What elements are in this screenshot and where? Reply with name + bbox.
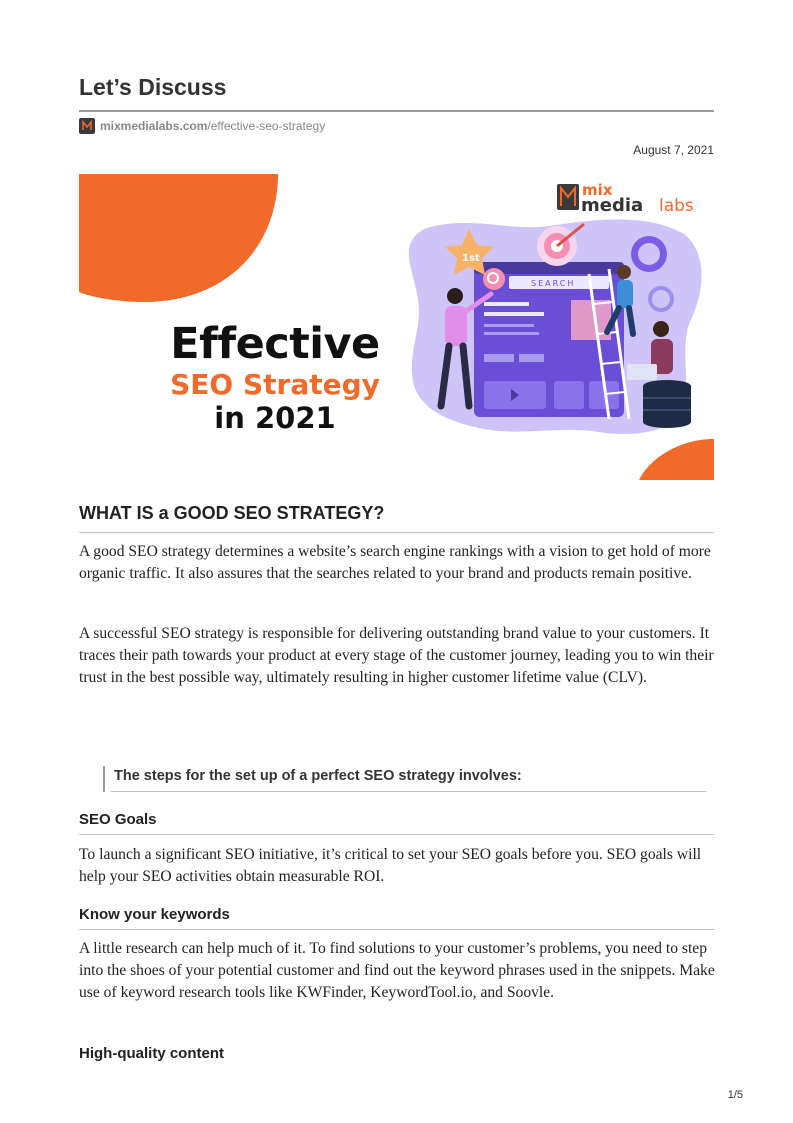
- section-heading: WHAT IS a GOOD SEO STRATEGY?: [79, 503, 385, 523]
- hero-headline: [165, 320, 385, 435]
- logo-labs: labs: [659, 196, 694, 216]
- goals-paragraph: To launch a significant SEO initiative, it’s critical to set your SEO goals before you. SEO goals will help your SEO activities obtain measurable ROI.: [79, 846, 702, 885]
- rank-badge: 1st: [462, 253, 480, 264]
- page-number: 1/5: [727, 1089, 743, 1101]
- callout-divider: [111, 791, 706, 792]
- hero-banner: [79, 174, 714, 480]
- goals-divider: [79, 834, 714, 835]
- paragraph-1: A good SEO strategy determines a website’s search engine rankings with a vision to get hold of more organic traffic. It also assures that the searches related to your brand and products remain positive.: [79, 543, 711, 582]
- hero-line-2: SEO Strategy: [170, 368, 380, 402]
- title-divider: [79, 110, 714, 112]
- callout-quote: [103, 766, 708, 792]
- hero-line-1: Effective: [170, 319, 380, 369]
- content-heading: High-quality content: [79, 1045, 224, 1062]
- source-link[interactable]: [79, 117, 325, 135]
- publish-date: August 7, 2021: [633, 143, 714, 157]
- keywords-paragraph: A little research can help much of it. To find solutions to your customer’s problems, you need to step into the shoes of your potential customer and find out the keyword phrases used in the snippets. Make use of keyword research tools like KWFinder, KeywordTool.io, and Soovle.: [79, 940, 715, 1001]
- keywords-divider: [79, 929, 714, 930]
- hero-line-3: in 2021: [214, 400, 336, 435]
- goals-heading: SEO Goals: [79, 811, 157, 828]
- section-divider: [79, 532, 714, 533]
- paragraph-2: A successful SEO strategy is responsible for delivering outstanding brand value to your customers. It traces their path towards your product at every stage of the customer journey, leading you to win their trust in the best possible way, ultimately resulting in higher customer lifetime value (CLV).: [79, 625, 714, 686]
- source-domain[interactable]: mixmedialabs.com: [100, 119, 208, 133]
- search-bar-label: SEARCH: [531, 279, 576, 288]
- page-title: Let’s Discuss: [79, 74, 227, 100]
- logo-mix: mix: [582, 181, 613, 199]
- callout-text: The steps for the set up of a perfect SEO strategy involves:: [114, 768, 522, 784]
- logo-media: media: [581, 195, 644, 216]
- source-path[interactable]: /effective-seo-strategy: [207, 119, 326, 133]
- keywords-heading: Know your keywords: [79, 906, 230, 923]
- site-logo-icon: [79, 118, 95, 134]
